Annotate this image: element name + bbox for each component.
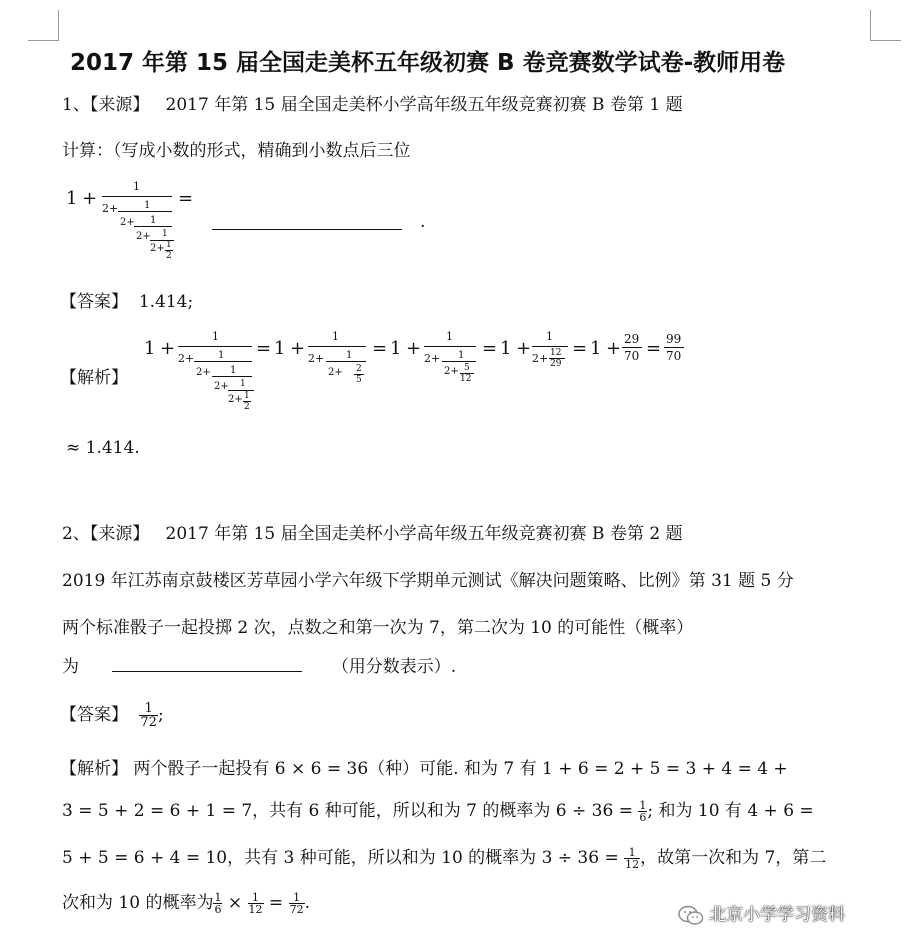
q2-frac-1-6-num: 1 — [639, 799, 647, 812]
q2-frac-b — [248, 892, 264, 915]
q2-source: 2017 年第 15 届全国走美杯小学高年级五年级竞赛初赛 B 卷第 2 题 — [165, 524, 683, 544]
q1-analysis-label: 【解析】 — [60, 368, 128, 388]
q1-answer-value: 1.414; — [138, 292, 194, 312]
page-corner-right — [870, 10, 901, 41]
q1-an-t1-d4: 2+ — [228, 394, 243, 405]
q1-analysis-expression — [144, 330, 704, 415]
q2-frac-1-12-den: 12 — [625, 858, 640, 871]
q1-an-t3-n2: 1 — [458, 350, 465, 361]
q1-an-t1-bar4 — [228, 390, 254, 391]
q2-stem-line1: 两个标准骰子一起投掷 2 次，点数之和第一次为 7，第二次为 10 的可能性（概率） — [62, 618, 694, 638]
q1-an-plus-5: + — [606, 338, 622, 359]
q1-an-t6-bar — [664, 347, 684, 348]
q1-expr-bar-3 — [134, 226, 172, 227]
q1-an-eq-5: = — [646, 338, 662, 359]
q1-an-t3-bar1 — [424, 346, 476, 347]
q1-an-t6-d: 70 — [666, 349, 682, 363]
q1-expr-d1: 2+ — [102, 202, 119, 215]
q1-an-t1-bar3 — [212, 376, 252, 377]
watermark — [678, 900, 845, 927]
q1-an-one-4: 1 — [500, 338, 512, 359]
q1-an-t1-bar1 — [178, 346, 252, 347]
q1-an-t4-d2: 29 — [550, 359, 562, 369]
q1-an-t3-n1: 1 — [446, 330, 453, 343]
q1-an-one-5: 1 — [590, 338, 602, 359]
q1-prompt: 计算：（写成小数的形式，精确到小数点后三位 — [62, 141, 411, 161]
q2-frac-c — [289, 892, 305, 915]
q2-frac-b-den: 12 — [248, 903, 263, 916]
q1-an-t4-n2: 12 — [550, 348, 562, 358]
q1-expr-bar-2 — [118, 211, 172, 212]
q2-analysis-text-2: 3 = 5 + 2 = 6 + 1 = 7，共有 6 种可能，所以和为 7 的概率为 6 ÷ 36 = — [62, 801, 633, 821]
q1-an-t4-n1: 1 — [546, 330, 553, 343]
q1-an-eq-4: = — [572, 338, 588, 359]
q1-an-t4-d1: 2+ — [532, 352, 549, 365]
q1-an-t4-bar1 — [532, 346, 568, 347]
q1-an-t2-d1: 2+ — [308, 352, 325, 365]
q2-frac-c-den: 72 — [289, 903, 304, 916]
q2-stem-post: （用分数表示）. — [331, 657, 457, 677]
q1-an-t1-n1: 1 — [212, 330, 219, 343]
q1-an-plus-4: + — [516, 338, 532, 359]
q2-answer-semicolon: ; — [157, 705, 164, 725]
q1-expr-eq: = — [178, 188, 194, 209]
q1-source: 2017 年第 15 届全国走美杯小学高年级五年级竞赛初赛 B 卷第 1 题 — [165, 95, 683, 115]
q2-frac-c-num: 1 — [293, 891, 301, 904]
q1-an-t2-n2: 1 — [346, 350, 353, 361]
q2-number: 2、 — [62, 524, 90, 544]
q1-answer-label: 【答案】 — [60, 292, 128, 312]
q1-an-t2-d3: 5 — [356, 375, 362, 385]
q1-an-eq-3: = — [482, 338, 498, 359]
q2-answer-blank[interactable] — [112, 657, 302, 672]
q1-an-t2-n3: 2 — [356, 364, 362, 374]
q1-expr-bar-1 — [102, 196, 172, 197]
q2-stem-line2 — [62, 652, 456, 677]
q2-source-line — [62, 519, 683, 544]
q2-times: × — [227, 893, 243, 913]
q1-expr-d3: 2+ — [136, 231, 151, 242]
q2-analysis-text-2b: ; 和为 10 有 4 + 6 = — [647, 801, 814, 821]
q2-analysis-line2 — [62, 796, 814, 823]
q1-expression — [66, 180, 206, 262]
page-title: 2017 年第 15 届全国走美杯五年级初赛 B 卷竞赛数学试卷-教师用卷 — [70, 50, 786, 76]
page-corner-left — [28, 10, 59, 41]
q1-an-eq-1: = — [256, 338, 272, 359]
q1-source-label: 【来源】 — [89, 95, 150, 115]
q2-stem-pre: 为 — [62, 657, 79, 677]
q2-frac-b-num: 1 — [252, 891, 260, 904]
q2-frac-1-12-num: 1 — [628, 846, 636, 859]
q2-analysis-label: 【解析】 — [60, 759, 128, 779]
q1-an-t6-n: 99 — [666, 332, 682, 346]
q2-answer — [60, 700, 164, 729]
q2-analysis-line1 — [60, 754, 788, 779]
q1-an-t3-d1: 2+ — [424, 352, 441, 365]
q2-source-label: 【来源】 — [89, 524, 150, 544]
q2-end-period: . — [304, 893, 310, 913]
q1-expr-plus: + — [82, 188, 98, 209]
q1-an-t5-bar — [622, 347, 642, 348]
q1-source-line — [62, 90, 683, 115]
q1-expr-half-d: 2 — [166, 251, 172, 261]
q1-an-t1-d2: 2+ — [196, 367, 211, 378]
q1-an-t5-d: 70 — [624, 349, 640, 363]
q1-an-plus-1: + — [160, 338, 176, 359]
q1-blank-period: . — [420, 212, 426, 232]
q1-an-one-2: 1 — [274, 338, 286, 359]
q2-analysis-text-1: 两个骰子一起投有 6 × 6 = 36（种）可能. 和为 7 有 1 + 6 = 2 + 5 = 3 + 4 = 4 + — [133, 759, 788, 779]
q1-expr-n3: 1 — [150, 215, 157, 226]
q1-expr-one: 1 — [66, 188, 78, 209]
q1-an-t2-bar2 — [326, 361, 366, 362]
q2-frac-a-num: 1 — [214, 891, 222, 904]
q1-an-plus-3: + — [406, 338, 422, 359]
q1-an-plus-2: + — [290, 338, 306, 359]
wechat-icon — [678, 905, 704, 927]
q2-source2: 2019 年江苏南京鼓楼区芳草园小学六年级下学期单元测试《解决问题策略、比例》第 31 题 5 分 — [62, 571, 794, 591]
q1-expr-n1: 1 — [133, 180, 140, 193]
q2-frac-1-6 — [638, 800, 647, 823]
q2-analysis-text-4: 次和为 10 的概率为 — [62, 893, 214, 913]
q1-answer — [60, 287, 193, 312]
q2-analysis-text-3: 5 + 5 = 6 + 4 = 10，共有 3 种可能，所以和为 10 的概率为 3 ÷ 36 = — [62, 848, 619, 868]
q1-an-t2-bar1 — [308, 346, 366, 347]
watermark-text: 北京小学学习资料 — [709, 905, 846, 925]
q1-an-t1-n3: 1 — [230, 365, 237, 376]
q1-expr-n2: 1 — [144, 200, 151, 211]
q2-answer-num: 1 — [144, 701, 153, 716]
q2-analysis-line4 — [62, 888, 310, 915]
q1-expr-half-n: 1 — [166, 240, 172, 250]
q2-analysis-line3 — [62, 843, 826, 870]
q1-number: 1、 — [62, 95, 90, 115]
q2-frac-a — [213, 892, 222, 915]
q1-answer-blank[interactable] — [212, 228, 402, 230]
q1-approx: ≈ 1.414. — [66, 438, 140, 458]
q1-an-t2-d2: 2+ — [328, 367, 343, 378]
q1-expr-d2: 2+ — [120, 217, 135, 228]
q1-an-t1-bar2 — [194, 361, 252, 362]
q1-an-t3-d3: 12 — [460, 374, 472, 384]
q1-an-t1-d1: 2+ — [178, 352, 195, 365]
q1-an-t1-n2: 1 — [218, 350, 225, 361]
q1-expr-d4: 2+ — [150, 243, 165, 254]
q2-answer-label: 【答案】 — [60, 705, 128, 725]
q1-an-one-1: 1 — [144, 338, 156, 359]
q1-expr-n4: 1 — [162, 229, 168, 239]
q1-an-t2-n1: 1 — [332, 330, 339, 343]
q1-an-t3-n3: 5 — [464, 363, 470, 373]
q1-an-t1-n4: 1 — [240, 379, 246, 389]
q2-answer-den: 72 — [140, 715, 157, 730]
q2-frac-1-12 — [624, 847, 640, 870]
q2-analysis-text-3b: ，故第一次和为 7，第二 — [640, 848, 827, 868]
q1-an-t1-half-d: 2 — [244, 402, 250, 412]
q1-an-t3-d2: 2+ — [444, 366, 459, 377]
q2-frac-1-6-den: 6 — [639, 811, 647, 824]
q2-answer-fraction — [139, 702, 158, 729]
q1-an-eq-2: = — [372, 338, 388, 359]
q1-an-t3-bar2 — [442, 361, 476, 362]
q1-an-t1-half-n: 1 — [244, 391, 250, 401]
q1-an-t5-n: 29 — [624, 332, 640, 346]
q2-equals: = — [268, 893, 284, 913]
q2-frac-a-den: 6 — [214, 903, 222, 916]
q1-an-one-3: 1 — [390, 338, 402, 359]
q1-an-t1-d3: 2+ — [214, 381, 229, 392]
